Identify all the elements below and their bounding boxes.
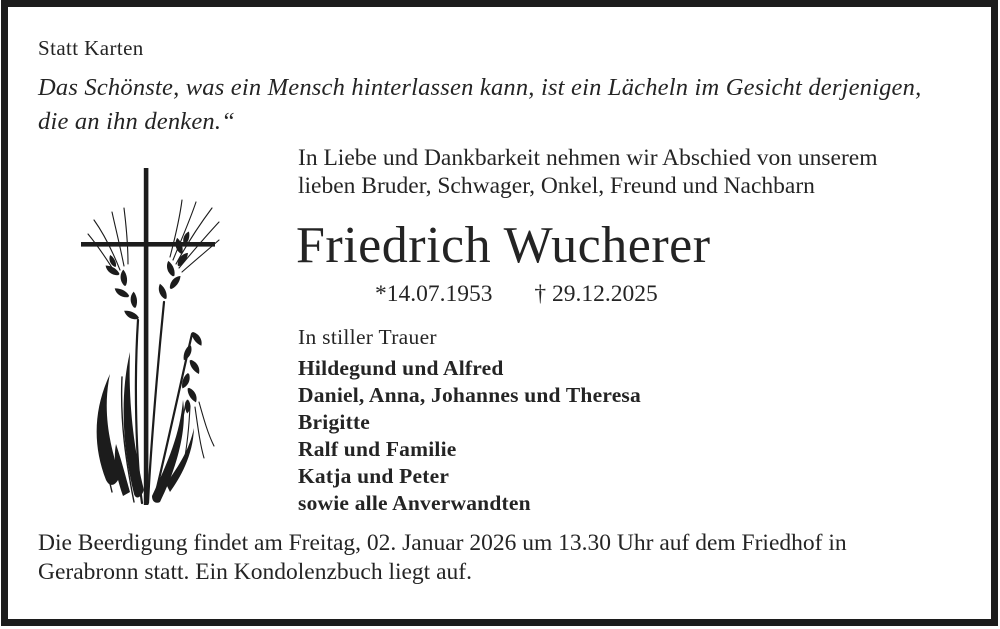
intro-line-1: In Liebe und Dankbarkeit nehmen wir Abschied von unserem <box>298 145 878 171</box>
intro-line-2: lieben Bruder, Schwager, Onkel, Freund und Nachbarn <box>298 172 815 199</box>
mourner-name: Katja und Peter <box>298 464 450 488</box>
funeral-info <box>38 529 847 586</box>
life-dates <box>375 281 658 308</box>
wheat-ears <box>99 227 205 414</box>
deceased-name: Friedrich Wucherer <box>296 217 711 274</box>
preface-label: Statt Karten <box>38 36 144 60</box>
mourner-name: Ralf und Familie <box>298 437 457 461</box>
birth-date: *14.07.1953 <box>375 281 493 307</box>
mourner-name: Daniel, Anna, Johannes und Theresa <box>298 383 641 407</box>
mourner-name: Hildegund und Alfred <box>298 356 504 380</box>
death-date: † 29.12.2025 <box>534 281 658 307</box>
funeral-line-2: Gerabronn statt. Ein Kondolenzbuch liegt auf. <box>38 558 472 585</box>
mourners-list <box>298 355 641 517</box>
quote-line-2: die an ihn denken.“ <box>38 108 236 135</box>
mourning-label: In stiller Trauer <box>298 325 437 349</box>
mourner-name: Brigitte <box>298 410 371 434</box>
cross-wheat-svg <box>76 162 221 507</box>
quote-line-1: Das Schönste, was ein Mensch hinterlassen kann, ist ein Lächeln im Gesicht derjenigen, <box>38 74 922 101</box>
intro-text <box>298 145 878 200</box>
funeral-line-1: Die Beerdigung findet am Freitag, 02. Januar 2026 um 13.30 Uhr auf dem Friedhof in <box>38 530 847 556</box>
cross-wheat-illustration <box>76 162 221 507</box>
memorial-quote <box>38 71 921 139</box>
mourner-name: sowie alle Anverwandten <box>298 491 531 515</box>
